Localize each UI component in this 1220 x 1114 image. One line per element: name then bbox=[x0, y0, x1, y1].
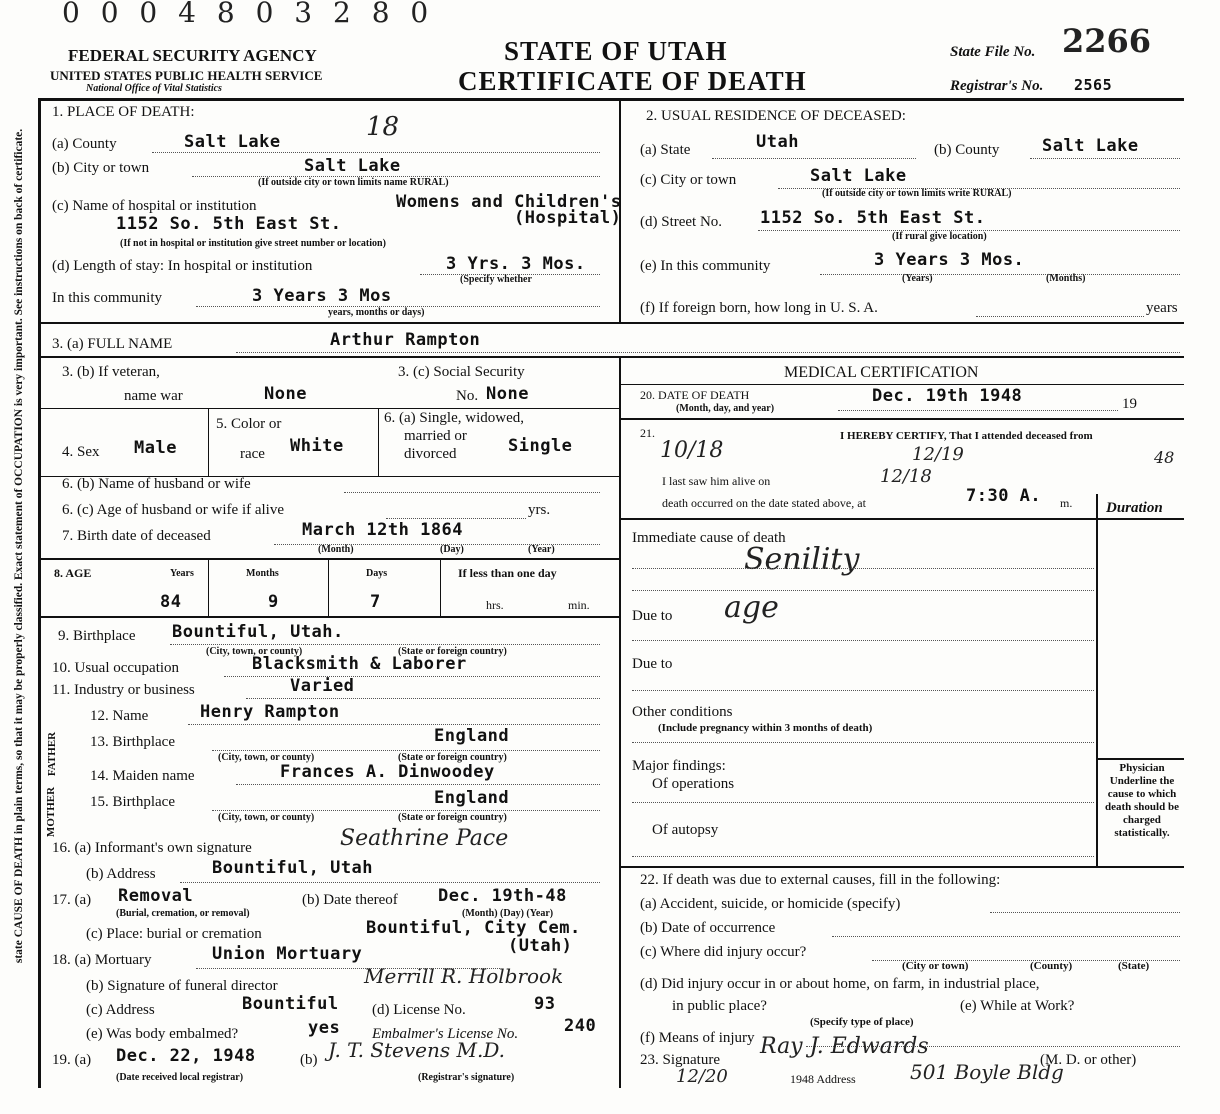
place-hospital-note: (If not in hospital or institution give street number or location) bbox=[120, 238, 386, 249]
signature-label: 23. Signature bbox=[640, 1052, 720, 1068]
embalmer-license: 240 bbox=[564, 1016, 597, 1036]
ss-label-2: No. bbox=[456, 388, 479, 404]
registrar-number: 2565 bbox=[1074, 76, 1113, 94]
line bbox=[832, 936, 1180, 937]
res-city: Salt Lake bbox=[810, 166, 907, 186]
place-city: Salt Lake bbox=[304, 156, 401, 176]
res-street: 1152 So. 5th East St. bbox=[760, 208, 986, 228]
line bbox=[344, 492, 600, 493]
father-name-label: 12. Name bbox=[90, 708, 149, 724]
place-community-note: years, months or days) bbox=[328, 307, 425, 318]
color-value: White bbox=[290, 436, 344, 456]
cert-text: I HEREBY CERTIFY, That I attended deceased from bbox=[840, 430, 1093, 442]
place-stay-note: (Specify whether bbox=[460, 274, 532, 285]
burial-place: Bountiful, City Cem. bbox=[366, 918, 581, 938]
age-days-col: Days bbox=[366, 568, 388, 579]
med-line-1 bbox=[620, 418, 1184, 420]
dod-value: Dec. 19th 1948 bbox=[872, 386, 1023, 406]
registrar-sig-note: (Registrar's signature) bbox=[418, 1072, 515, 1083]
sex-divider-1 bbox=[208, 408, 209, 476]
res-foreign-unit: years bbox=[1146, 300, 1178, 316]
informant-address-label: (b) Address bbox=[86, 866, 156, 882]
line bbox=[632, 690, 1094, 691]
state-file-label: State File No. bbox=[950, 44, 1036, 60]
age-months-col: Months bbox=[246, 568, 279, 579]
res-city-label: (c) City or town bbox=[640, 172, 737, 188]
registrar-signature: J. T. Stevens M.D. bbox=[328, 1038, 506, 1062]
age-less-day: If less than one day bbox=[458, 566, 557, 580]
death-time: 7:30 A. bbox=[966, 486, 1042, 506]
line bbox=[820, 274, 1180, 275]
ext-specify-note: (Specify type of place) bbox=[810, 1016, 914, 1028]
res-state-label: (a) State bbox=[640, 142, 691, 158]
embalmed-label: (e) Was body embalmed? bbox=[86, 1026, 239, 1042]
line bbox=[632, 590, 1094, 591]
ss-value: None bbox=[486, 384, 529, 404]
burial-date: Dec. 19th-48 bbox=[438, 886, 567, 906]
res-city-note: (If outside city or town limits write RURAL) bbox=[822, 188, 1012, 199]
divider-main bbox=[619, 356, 621, 1088]
line bbox=[632, 856, 1094, 857]
received-label: 19. (a) bbox=[52, 1052, 92, 1068]
registrar-sig-label: (b) bbox=[300, 1052, 318, 1068]
line bbox=[170, 644, 600, 645]
received-value: Dec. 22, 1948 bbox=[116, 1046, 256, 1066]
due-to-1-label: Due to bbox=[632, 608, 673, 624]
line bbox=[224, 676, 600, 677]
certificate-title: CERTIFICATE OF DEATH bbox=[458, 66, 807, 96]
ext-state-note: (State) bbox=[1118, 960, 1150, 972]
last-saw-date: 12/18 bbox=[880, 466, 932, 487]
place-hospital-address: 1152 So. 5th East St. bbox=[116, 214, 342, 234]
marital-label-3: divorced bbox=[404, 446, 457, 462]
age-min: min. bbox=[568, 598, 590, 612]
age-months: 9 bbox=[268, 592, 279, 612]
row-line-1 bbox=[38, 408, 620, 409]
row-line-age-top bbox=[38, 558, 620, 560]
dod-note: (Month, day, and year) bbox=[676, 403, 775, 414]
mother-birthplace-label: 15. Birthplace bbox=[90, 794, 175, 810]
external-f: (f) Means of injury bbox=[640, 1030, 755, 1046]
birthdate-month-note: (Month) bbox=[318, 544, 354, 555]
line bbox=[236, 784, 600, 785]
full-name-label: 3. (a) FULL NAME bbox=[52, 336, 173, 352]
embalmed-value: yes bbox=[308, 1018, 341, 1038]
license-label: (d) License No. bbox=[372, 1002, 466, 1018]
veteran-value: None bbox=[264, 384, 307, 404]
line bbox=[236, 352, 1180, 353]
immediate-cause-label: Immediate cause of death bbox=[632, 530, 786, 546]
serial-number: 0 0 0 4 8 0 3 2 8 0 bbox=[62, 0, 435, 29]
side-instructions: state CAUSE OF DEATH in plain terms, so that it may be properly classified. Exact statement of OCCUPATION is very important. See instructions on back of certificate. bbox=[13, 128, 25, 964]
line bbox=[712, 158, 916, 159]
med-line-ext bbox=[620, 866, 1184, 868]
mother-side-label: MOTHER bbox=[45, 786, 58, 838]
row-line-age-bottom bbox=[38, 616, 620, 618]
age-years: 84 bbox=[160, 592, 182, 612]
line bbox=[1030, 158, 1180, 159]
ss-label: 3. (c) Social Security bbox=[398, 364, 525, 380]
age-hrs: hrs. bbox=[486, 598, 504, 612]
informant-label: 16. (a) Informant's own signature bbox=[52, 840, 252, 856]
due-to-2-label: Due to bbox=[632, 656, 673, 672]
external-d: (d) Did injury occur in or about home, on farm, in industrial place, bbox=[640, 976, 1040, 992]
line bbox=[632, 640, 1094, 641]
mortuary-value: Union Mortuary bbox=[212, 944, 363, 964]
mother-bp-note-2: (State or foreign country) bbox=[398, 812, 507, 823]
burial-label: 17. (a) bbox=[52, 892, 92, 908]
divider-name-bottom bbox=[38, 356, 1184, 358]
cert-number: 21. bbox=[640, 426, 655, 440]
external-e: (e) While at Work? bbox=[960, 998, 1075, 1014]
res-foreign-label: (f) If foreign born, how long in U. S. A. bbox=[640, 300, 878, 316]
line bbox=[632, 802, 1094, 803]
burial-note: (Burial, cremation, or removal) bbox=[116, 908, 250, 919]
dod-nineteen: 19 bbox=[1122, 396, 1137, 412]
external-d-2: in public place? bbox=[672, 998, 767, 1014]
address-label: 1948 Address bbox=[790, 1072, 856, 1086]
medical-title: MEDICAL CERTIFICATION bbox=[784, 364, 979, 381]
mortuary-label: 18. (a) Mortuary bbox=[52, 952, 152, 968]
age-days: 7 bbox=[370, 592, 381, 612]
cert-from: 10/18 bbox=[660, 438, 724, 463]
marital-label: 6. (a) Single, widowed, bbox=[384, 410, 524, 426]
occurred-label: death occurred on the date stated above, at bbox=[662, 496, 866, 510]
sex-label: 4. Sex bbox=[62, 444, 100, 460]
father-name: Henry Rampton bbox=[200, 702, 340, 722]
res-years-note: (Years) bbox=[902, 273, 933, 284]
father-bp-note-1: (City, town, or county) bbox=[218, 752, 315, 763]
external-a: (a) Accident, suicide, or homicide (specify) bbox=[640, 896, 901, 912]
marital-label-2: married or bbox=[404, 428, 467, 444]
burial-place-state: (Utah) bbox=[508, 936, 573, 956]
res-street-label: (d) Street No. bbox=[640, 214, 723, 230]
industry-value: Varied bbox=[290, 676, 355, 696]
mortuary-address: Bountiful bbox=[242, 994, 339, 1014]
received-note: (Date received local registrar) bbox=[116, 1072, 244, 1083]
sex-value: Male bbox=[134, 438, 177, 458]
husband-age-unit: yrs. bbox=[528, 502, 551, 518]
burial-value: Removal bbox=[118, 886, 194, 906]
father-side-label: FATHER bbox=[46, 731, 59, 777]
res-months-note: (Months) bbox=[1046, 273, 1086, 284]
place-city-note: (If outside city or town limits name RURAL) bbox=[258, 177, 449, 188]
line bbox=[246, 698, 600, 699]
dod-label: 20. DATE OF DEATH bbox=[640, 388, 750, 402]
birthdate-value: March 12th 1864 bbox=[302, 520, 464, 540]
marital-value: Single bbox=[508, 436, 573, 456]
burial-place-label: (c) Place: burial or cremation bbox=[86, 926, 262, 942]
age-col-3 bbox=[440, 558, 441, 616]
place-community-label: In this community bbox=[52, 290, 162, 306]
agency-office: National Office of Vital Statistics bbox=[86, 83, 222, 94]
age-col-2 bbox=[328, 558, 329, 616]
immediate-cause: Senility bbox=[744, 542, 860, 577]
father-birthplace: England bbox=[434, 726, 510, 746]
med-title-line bbox=[620, 384, 1184, 385]
divider-name-top bbox=[38, 322, 1184, 324]
line bbox=[212, 810, 600, 811]
birthdate-day-note: (Day) bbox=[440, 544, 464, 555]
father-birthplace-label: 13. Birthplace bbox=[90, 734, 175, 750]
veteran-label: 3. (b) If veteran, bbox=[62, 364, 160, 380]
age-col-1 bbox=[208, 558, 209, 616]
line bbox=[386, 518, 526, 519]
birthplace-label: 9. Birthplace bbox=[58, 628, 136, 644]
veteran-label-2: name war bbox=[124, 388, 183, 404]
line bbox=[212, 750, 600, 751]
signature-date: 12/20 bbox=[676, 1066, 728, 1087]
res-state: Utah bbox=[756, 132, 799, 152]
place-stay: 3 Yrs. 3 Mos. bbox=[446, 254, 586, 274]
line bbox=[188, 724, 600, 725]
agency-name: FEDERAL SECURITY AGENCY bbox=[68, 46, 317, 65]
occupation-value: Blacksmith & Laborer bbox=[252, 654, 467, 674]
line bbox=[632, 568, 1094, 569]
maiden-name: Frances A. Dinwoodey bbox=[280, 762, 495, 782]
mother-birthplace: England bbox=[434, 788, 510, 808]
cert-year: 48 bbox=[1154, 448, 1175, 467]
external-b: (b) Date of occurrence bbox=[640, 920, 776, 936]
age-years-col: Years bbox=[170, 568, 194, 579]
physician-note: Physician Underline the cause to which death should be charged statistically. bbox=[1105, 762, 1179, 839]
place-hospital-label: (c) Name of hospital or institution bbox=[52, 198, 257, 214]
registrar-number-label: Registrar's No. bbox=[950, 78, 1044, 94]
frame-top bbox=[38, 98, 1184, 101]
place-title: 1. PLACE OF DEATH: bbox=[52, 104, 195, 120]
res-community: 3 Years 3 Mos. bbox=[874, 250, 1025, 270]
external-title: 22. If death was due to external causes, fill in the following: bbox=[640, 872, 1001, 888]
husband-age-label: 6. (c) Age of husband or wife if alive bbox=[62, 502, 285, 518]
operations-label: Of operations bbox=[652, 776, 735, 792]
line bbox=[838, 410, 1118, 411]
husband-label: 6. (b) Name of husband or wife bbox=[62, 476, 251, 492]
color-label-2: race bbox=[240, 446, 265, 462]
birthplace-note-2: (State or foreign country) bbox=[398, 646, 507, 657]
autopsy-label: Of autopsy bbox=[652, 822, 719, 838]
full-name: Arthur Rampton bbox=[330, 330, 481, 350]
director-signature: Merrill R. Holbrook bbox=[364, 964, 564, 988]
duration-header: Duration bbox=[1106, 500, 1163, 516]
major-findings-label: Major findings: bbox=[632, 758, 726, 774]
other-conditions-label: Other conditions bbox=[632, 704, 733, 720]
physician-box-top bbox=[1098, 758, 1184, 760]
res-county: Salt Lake bbox=[1042, 136, 1139, 156]
embalmer-label: Embalmer's License No. bbox=[372, 1026, 519, 1042]
maiden-label: 14. Maiden name bbox=[90, 768, 195, 784]
license-value: 93 bbox=[534, 994, 556, 1014]
res-street-note: (If rural give location) bbox=[892, 231, 987, 242]
place-county-code: 18 bbox=[366, 112, 400, 142]
physician-address: 501 Boyle Bldg bbox=[910, 1060, 1064, 1084]
mother-bp-note-1: (City, town, or county) bbox=[218, 812, 315, 823]
res-community-label: (e) In this community bbox=[640, 258, 771, 274]
place-hospital-suffix: (Hospital) bbox=[514, 208, 622, 228]
industry-label: 11. Industry or business bbox=[52, 682, 195, 698]
father-bp-note-2: (State or foreign country) bbox=[398, 752, 507, 763]
ext-county-note: (County) bbox=[1030, 960, 1073, 972]
state-file-number: 2266 bbox=[1062, 22, 1152, 60]
other-conditions-note: (Include pregnancy within 3 months of death) bbox=[658, 722, 873, 734]
md-note: (M. D. or other) bbox=[1040, 1052, 1137, 1068]
birthdate-year-note: (Year) bbox=[528, 544, 555, 555]
place-hospital: Womens and Children's bbox=[396, 192, 622, 212]
place-community: 3 Years 3 Mos bbox=[252, 286, 392, 306]
burial-date-label: (b) Date thereof bbox=[302, 892, 398, 908]
burial-date-note: (Month) (Day) (Year) bbox=[462, 908, 554, 919]
place-county: Salt Lake bbox=[184, 132, 281, 152]
state-title: STATE OF UTAH bbox=[504, 36, 728, 66]
place-city-label: (b) City or town bbox=[52, 160, 150, 176]
age-label: 8. AGE bbox=[54, 566, 92, 580]
external-c: (c) Where did injury occur? bbox=[640, 944, 807, 960]
death-time-m: m. bbox=[1060, 496, 1073, 510]
med-line-2 bbox=[620, 518, 1184, 520]
mortuary-address-label: (c) Address bbox=[86, 1002, 155, 1018]
informant-signature: Seathrine Pace bbox=[340, 826, 509, 851]
sex-divider-2 bbox=[378, 408, 379, 476]
ext-city-note: (City or town) bbox=[902, 960, 969, 972]
line bbox=[152, 152, 600, 153]
line bbox=[976, 316, 1144, 317]
director-label: (b) Signature of funeral director bbox=[86, 978, 278, 994]
birthplace-note-1: (City, town, or county) bbox=[206, 646, 303, 657]
color-label: 5. Color or bbox=[216, 416, 282, 432]
frame-left bbox=[38, 98, 41, 1088]
res-county-label: (b) County bbox=[934, 142, 1000, 158]
physician-signature: Ray J. Edwards bbox=[760, 1034, 929, 1059]
informant-address: Bountiful, Utah bbox=[212, 858, 374, 878]
line bbox=[990, 912, 1180, 913]
place-stay-label: (d) Length of stay: In hospital or institution bbox=[52, 258, 313, 274]
birthdate-label: 7. Birth date of deceased bbox=[62, 528, 211, 544]
due-to-1: age bbox=[724, 590, 779, 625]
duration-divider bbox=[1096, 494, 1098, 866]
place-county-label: (a) County bbox=[52, 136, 117, 152]
last-saw-label: I last saw him alive on bbox=[662, 474, 771, 488]
birthplace-value: Bountiful, Utah. bbox=[172, 622, 344, 642]
occupation-label: 10. Usual occupation bbox=[52, 660, 180, 676]
cert-to: 12/19 bbox=[912, 444, 964, 465]
residence-title: 2. USUAL RESIDENCE OF DECEASED: bbox=[646, 108, 906, 124]
agency-service: UNITED STATES PUBLIC HEALTH SERVICE bbox=[50, 68, 323, 83]
line bbox=[180, 882, 600, 883]
line bbox=[632, 742, 1094, 743]
